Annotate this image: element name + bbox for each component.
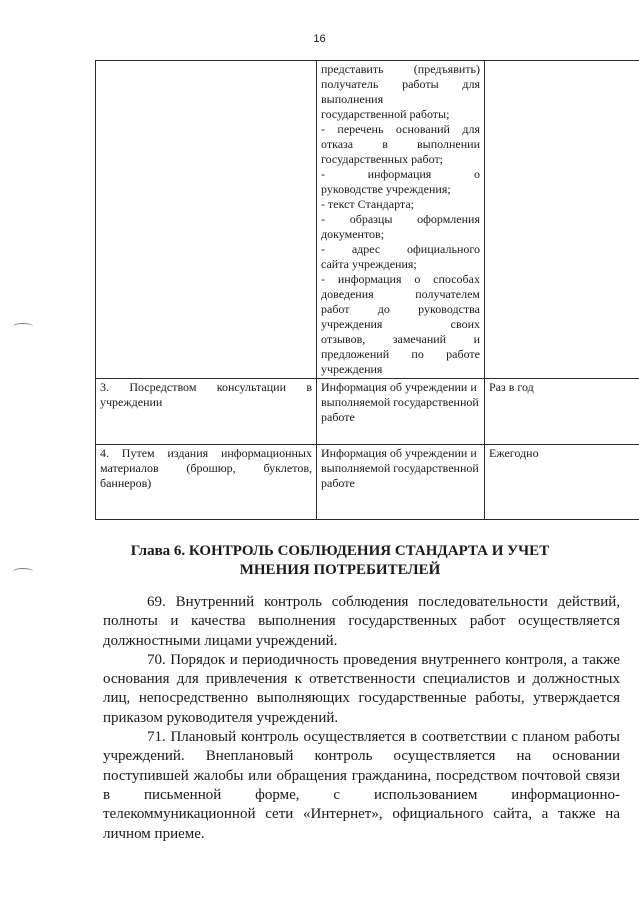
cell-line: - перечень оснований для — [321, 122, 480, 136]
cell-line: выполнения — [321, 92, 384, 106]
table-cell-frequency — [485, 61, 639, 379]
paragraph-69: 69. Внутренний контроль соблюдения последовательности действий, полноты и качества выполнения государственных работ осуществляется должностными лицами учреждений. — [103, 594, 620, 649]
cell-line: - информация о способах — [321, 272, 480, 286]
body-text — [103, 593, 620, 844]
table-cell-frequency: Раз в год — [485, 379, 639, 445]
chapter-title — [120, 542, 560, 580]
table-row — [96, 445, 639, 520]
paragraph-70: 70. Порядок и периодичность проведения внутреннего контроля, а также основания для привлечения к ответственности специалистов и должностных лиц, непосредственно выполняющих государственные работы, утверждается приказом руководителя учреждений. — [103, 651, 620, 726]
cell-line: работ до руководства — [321, 302, 480, 316]
margin-mark — [13, 323, 33, 330]
cell-line: учреждения своих — [321, 317, 480, 331]
table-cell-method: 3. Посредством консультации в учреждении — [96, 379, 317, 445]
paragraph-71: 71. Плановый контроль осуществляется в соответствии с планом работы учреждений. Внеплановый контроль осуществляется на основании поступившей жалобы или обращения гражданина, посредством почтовой связи в письменной форме, с использованием информационно-телекоммуникационной сети «Интернет», официального сайта, а также на личном приеме. — [103, 729, 620, 842]
cell-line: - образцы оформления — [321, 212, 480, 226]
cell-line: государственной работы; — [321, 107, 450, 121]
chapter-title-line: МНЕНИЯ ПОТРЕБИТЕЛЕЙ — [239, 562, 441, 578]
page-number: 16 — [313, 33, 326, 45]
cell-line: получатель работы для — [321, 77, 480, 91]
cell-line: учреждения — [321, 362, 383, 376]
cell-line: предложений по работе — [321, 347, 480, 361]
cell-line: - информация о — [321, 167, 480, 181]
cell-line: - текст Стандарта; — [321, 197, 414, 211]
cell-line: руководстве учреждения; — [321, 182, 451, 196]
table-cell-content: Информация об учреждении и выполняемой государственной работе — [317, 445, 485, 520]
table-cell-frequency: Ежегодно — [485, 445, 639, 520]
margin-mark — [13, 568, 33, 575]
cell-line: государственных работ; — [321, 152, 444, 166]
table-cell-content — [317, 61, 485, 379]
cell-line: представить (предъявить) — [321, 62, 480, 76]
table-cell-content: Информация об учреждении и выполняемой государственной работе — [317, 379, 485, 445]
information-methods-table — [95, 60, 639, 520]
cell-line: доведения получателем — [321, 287, 480, 301]
cell-line: отзывов, замечаний и — [321, 332, 480, 346]
cell-line: отказа в выполнении — [321, 137, 480, 151]
table-row — [96, 379, 639, 445]
cell-line: документов; — [321, 227, 385, 241]
table-row — [96, 61, 639, 379]
cell-line: - адрес официального — [321, 242, 480, 256]
cell-line: сайта учреждения; — [321, 257, 417, 271]
table-cell-method: 4. Путем издания информационных материалов (брошюр, буклетов, баннеров) — [96, 445, 317, 520]
chapter-title-line: Глава 6. КОНТРОЛЬ СОБЛЮДЕНИЯ СТАНДАРТА И УЧЕТ — [130, 543, 550, 559]
table-cell-method — [96, 61, 317, 379]
